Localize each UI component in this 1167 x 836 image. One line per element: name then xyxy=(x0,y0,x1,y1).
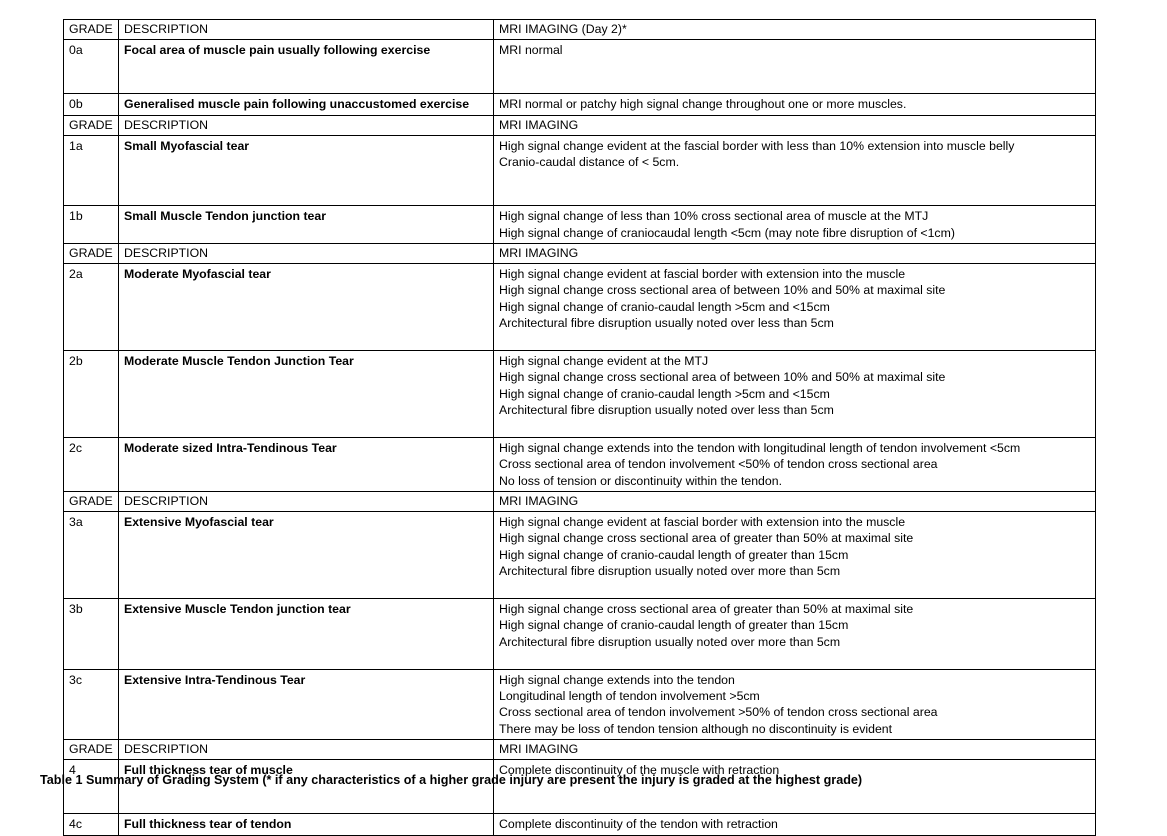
description-cell: Extensive Myofascial tear xyxy=(119,512,494,599)
mri-line-spacer xyxy=(499,331,1091,347)
table-row xyxy=(64,40,1096,94)
grading-table xyxy=(63,19,1096,836)
mri-line: Complete discontinuity of the muscle with retraction xyxy=(499,763,780,778)
mri-line: High signal change of cranio-caudal length >5cm and <15cm xyxy=(499,386,830,401)
column-header-mri-imaging: MRI IMAGING xyxy=(494,740,1096,760)
mri-imaging-cell xyxy=(494,512,1096,599)
mri-line: MRI normal xyxy=(499,43,563,57)
table-header-row xyxy=(64,243,1096,263)
description-cell: Moderate Myofascial tear xyxy=(119,263,494,350)
mri-line: High signal change cross sectional area of between 10% and 50% at maximal site xyxy=(499,283,946,298)
column-header-mri-imaging: MRI IMAGING (Day 2)* xyxy=(494,20,1096,40)
table-header-row xyxy=(64,115,1096,135)
mri-imaging-cell xyxy=(494,598,1096,669)
grade-cell: 0a xyxy=(64,40,119,94)
mri-line-spacer xyxy=(499,58,1091,74)
grade-cell: 2b xyxy=(64,350,119,437)
grade-cell: 3b xyxy=(64,598,119,669)
mri-line: High signal change of cranio-caudal length of greater than 15cm xyxy=(499,547,849,562)
mri-line-spacer xyxy=(499,418,1091,434)
description-cell: Full thickness tear of tendon xyxy=(119,814,494,835)
mri-line: Architectural fibre disruption usually noted over more than 5cm xyxy=(499,634,841,649)
mri-line: High signal change of craniocaudal length <5cm (may note fibre disruption of <1cm) xyxy=(499,225,955,240)
table-row xyxy=(64,350,1096,437)
table-row xyxy=(64,669,1096,740)
table-row xyxy=(64,437,1096,491)
mri-line: Cross sectional area of tendon involvement >50% of tendon cross sectional area xyxy=(499,705,938,720)
column-header-grade: GRADE xyxy=(64,492,119,512)
mri-line: No loss of tension or discontinuity within the tendon. xyxy=(499,473,782,488)
table-row xyxy=(64,94,1096,115)
grade-cell: 1a xyxy=(64,135,119,206)
mri-line-spacer xyxy=(499,650,1091,666)
column-header-grade: GRADE xyxy=(64,740,119,760)
table-header-row xyxy=(64,740,1096,760)
grade-cell: 3a xyxy=(64,512,119,599)
mri-line-list xyxy=(499,96,1091,112)
mri-imaging-cell xyxy=(494,814,1096,835)
table-row xyxy=(64,598,1096,669)
mri-line-list xyxy=(499,514,1091,596)
grade-cell: 0b xyxy=(64,94,119,115)
grade-cell: 2c xyxy=(64,437,119,491)
description-cell: Full thickness tear of muscle xyxy=(119,760,494,814)
description-cell: Extensive Intra-Tendinous Tear xyxy=(119,669,494,740)
mri-line-spacer xyxy=(499,580,1091,596)
mri-line: MRI normal or patchy high signal change throughout one or more muscles. xyxy=(499,97,907,112)
table-row xyxy=(64,814,1096,835)
mri-imaging-cell xyxy=(494,40,1096,94)
column-header-mri-imaging: MRI IMAGING xyxy=(494,243,1096,263)
mri-line: High signal change evident at the MTJ xyxy=(499,353,709,368)
table-row xyxy=(64,206,1096,244)
column-header-mri-imaging: MRI IMAGING xyxy=(494,115,1096,135)
mri-line: Architectural fibre disruption usually noted over less than 5cm xyxy=(499,316,834,331)
mri-line-list xyxy=(499,440,1091,489)
mri-line: Architectural fibre disruption usually noted over more than 5cm xyxy=(499,564,841,579)
column-header-description: DESCRIPTION xyxy=(119,243,494,263)
column-header-grade: GRADE xyxy=(64,115,119,135)
mri-line: Cross sectional area of tendon involvement <50% of tendon cross sectional area xyxy=(499,457,938,472)
description-cell: Small Myofascial tear xyxy=(119,135,494,206)
grade-cell: 3c xyxy=(64,669,119,740)
grade-cell: 4c xyxy=(64,814,119,835)
mri-line: High signal change extends into the tendon with longitudinal length of tendon involvement <5cm xyxy=(499,440,1021,455)
grade-cell: 2a xyxy=(64,263,119,350)
mri-imaging-cell xyxy=(494,135,1096,206)
column-header-description: DESCRIPTION xyxy=(119,20,494,40)
mri-imaging-cell xyxy=(494,437,1096,491)
grade-cell: 1b xyxy=(64,206,119,244)
table-row xyxy=(64,135,1096,206)
mri-line-list xyxy=(499,353,1091,435)
mri-line: High signal change of cranio-caudal length of greater than 15cm xyxy=(499,618,849,633)
mri-line: High signal change evident at fascial border with extension into the muscle xyxy=(499,515,906,529)
mri-line-spacer xyxy=(499,187,1091,203)
mri-line: High signal change of less than 10% cross sectional area of muscle at the MTJ xyxy=(499,209,929,224)
mri-line-list xyxy=(499,672,1091,738)
description-cell: Focal area of muscle pain usually following exercise xyxy=(119,40,494,94)
mri-line-list xyxy=(499,208,1091,241)
description-cell: Moderate sized Intra-Tendinous Tear xyxy=(119,437,494,491)
mri-imaging-cell xyxy=(494,94,1096,115)
column-header-description: DESCRIPTION xyxy=(119,740,494,760)
mri-line: High signal change evident at the fascial border with less than 10% extension into muscle belly xyxy=(499,138,1015,153)
description-cell: Generalised muscle pain following unaccustomed exercise xyxy=(119,94,494,115)
mri-line-list xyxy=(499,816,1091,832)
column-header-grade: GRADE xyxy=(64,20,119,40)
column-header-description: DESCRIPTION xyxy=(119,492,494,512)
grading-table-body xyxy=(64,20,1096,836)
mri-line-list xyxy=(499,138,1091,204)
mri-imaging-cell xyxy=(494,206,1096,244)
table-header-row xyxy=(64,20,1096,40)
description-cell: Small Muscle Tendon junction tear xyxy=(119,206,494,244)
mri-line-list xyxy=(499,42,1091,91)
mri-line: High signal change cross sectional area of greater than 50% at maximal site xyxy=(499,601,914,616)
description-cell: Moderate Muscle Tendon Junction Tear xyxy=(119,350,494,437)
mri-line-list xyxy=(499,266,1091,348)
description-cell: Extensive Muscle Tendon junction tear xyxy=(119,598,494,669)
mri-imaging-cell xyxy=(494,263,1096,350)
mri-line: There may be loss of tendon tension although no discontinuity is evident xyxy=(499,721,893,736)
column-header-description: DESCRIPTION xyxy=(119,115,494,135)
mri-imaging-cell xyxy=(494,350,1096,437)
table-row xyxy=(64,263,1096,350)
mri-imaging-cell xyxy=(494,669,1096,740)
column-header-mri-imaging: MRI IMAGING xyxy=(494,492,1096,512)
mri-line: High signal change extends into the tendon xyxy=(499,672,735,687)
column-header-grade: GRADE xyxy=(64,243,119,263)
mri-line-spacer xyxy=(499,170,1091,186)
mri-line: Cranio-caudal distance of < 5cm. xyxy=(499,154,680,169)
mri-line: High signal change cross sectional area of greater than 50% at maximal site xyxy=(499,531,914,546)
mri-line: Longitudinal length of tendon involvement >5cm xyxy=(499,688,760,703)
mri-line: High signal change of cranio-caudal length >5cm and <15cm xyxy=(499,299,830,314)
table-caption: Table 1 Summary of Grading System (* if any characteristics of a higher grade injury are present the injury is graded at the highest grade) xyxy=(40,773,863,787)
mri-line: Complete discontinuity of the tendon with retraction xyxy=(499,817,778,832)
table-row xyxy=(64,512,1096,599)
mri-line: High signal change evident at fascial border with extension into the muscle xyxy=(499,266,906,281)
mri-line-list xyxy=(499,601,1091,667)
mri-line: High signal change cross sectional area of between 10% and 50% at maximal site xyxy=(499,370,946,385)
table-header-row xyxy=(64,492,1096,512)
mri-line: Architectural fibre disruption usually noted over less than 5cm xyxy=(499,403,834,418)
grade-cell: 4 xyxy=(64,760,119,814)
mri-line-spacer xyxy=(499,75,1091,91)
